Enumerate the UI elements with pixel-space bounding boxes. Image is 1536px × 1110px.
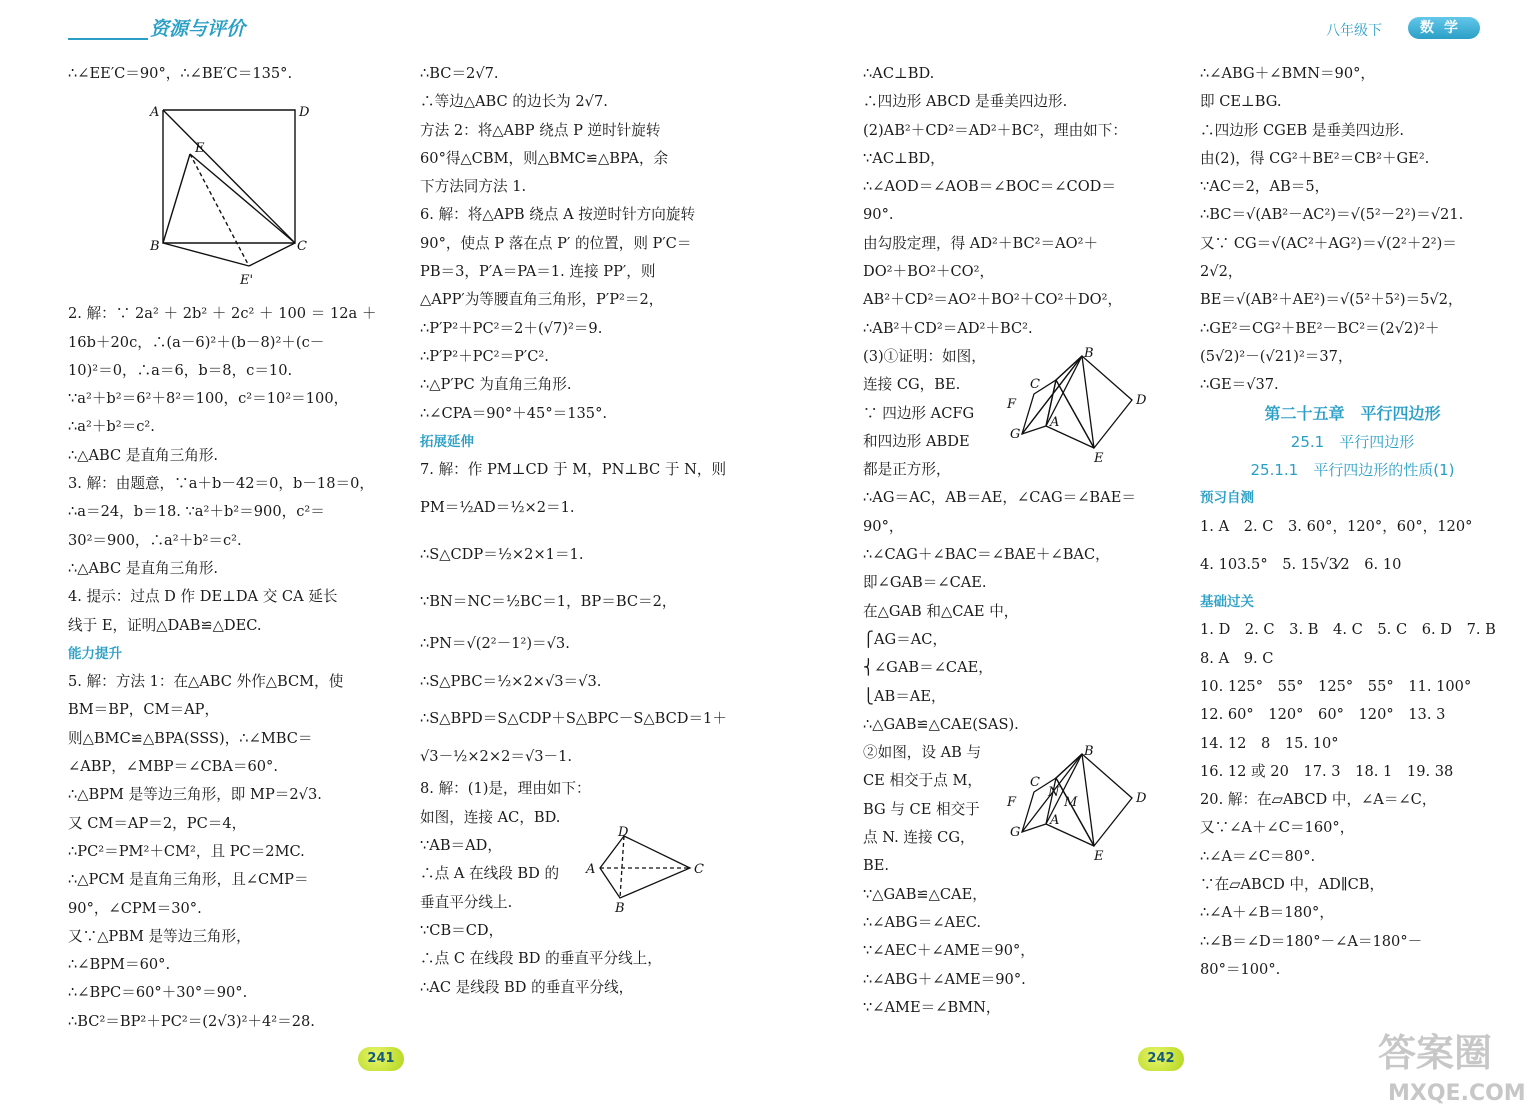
text-line: ∵ 四边形 ACFG — [863, 404, 975, 422]
label-A: A — [1050, 813, 1060, 828]
kite-figure — [582, 824, 712, 916]
text-line: 即∠GAB＝∠CAE. — [863, 574, 987, 592]
text-line: ∴∠BPM＝60°. — [68, 956, 171, 974]
text-line: ∴等边△ABC 的边长为 2√7. — [420, 93, 608, 111]
text-line: ∴BC＝2√7. — [420, 65, 499, 82]
text-line: 16b＋20c，∴(a－6)²＋(b－8)²＋(c－ — [68, 333, 325, 351]
column-4 — [1200, 60, 1505, 984]
text-line: 如图，连接 AC，BD. — [420, 808, 561, 826]
text-line: 12. 60° 120° 60° 120° 13. 3 — [1200, 706, 1446, 724]
chapter-title: 第二十五章 平行四边形 — [1264, 403, 1441, 423]
text-line: ∴GE＝√37. — [1200, 376, 1279, 394]
text-line: 又∵ CG＝√(AC²＋AG²)＝√(2²＋2²)＝ — [1200, 234, 1457, 252]
text-line: ∴S△CDP＝½×2×1＝1. — [420, 546, 584, 564]
section-heading: 能力提升 — [68, 645, 122, 662]
text-line: ∴∠ABG＋∠AME＝90°. — [863, 970, 1026, 988]
text-line: 8. A 9. C — [1200, 649, 1274, 667]
text-line: ∴∠B＝∠D＝180°－∠A＝180°－ — [1200, 932, 1423, 950]
text-line: ∴点 A 在线段 BD 的 — [420, 865, 560, 883]
label-C: C — [1030, 377, 1040, 392]
text-line: 又 CM＝AP＝2，PC＝4， — [68, 814, 247, 832]
text-line: ∵∠AME＝∠BMN， — [863, 998, 1001, 1016]
text-line: 90°. — [863, 206, 894, 224]
text-line: ∵∠AEC＋∠AME＝90°， — [863, 942, 1035, 960]
text-line: BE. — [863, 857, 890, 875]
text-line: ∠ABP，∠MBP＝∠CBA＝60°. — [68, 758, 278, 776]
label-F: F — [1007, 795, 1017, 810]
page-number-right: 242 — [1138, 1047, 1184, 1071]
text-line: ∴AC⊥BD. — [863, 65, 935, 82]
squares-figure-1 — [1002, 344, 1147, 468]
text-line: ∵AC＝2，AB＝5， — [1200, 178, 1330, 196]
text-line: ⎨∠GAB＝∠CAE， — [863, 659, 993, 677]
section-title: 25.1 平行四边形 — [1290, 432, 1415, 451]
text-line: ∵CB＝CD， — [420, 921, 504, 939]
text-line: ∴P′P²＋PC²＝2＋(√7)²＝9. — [420, 319, 603, 337]
text-line: ∴AG＝AC，AB＝AE，∠CAG＝∠BAE＝ — [863, 489, 1136, 507]
text-line: ⎩AB＝AE， — [863, 687, 946, 705]
text-line: ∴△P′PC 为直角三角形. — [420, 376, 572, 394]
text-line: 由(2)，得 CG²＋BE²＝CB²＋GE². — [1200, 149, 1430, 167]
label-M: M — [1064, 795, 1078, 810]
text-line: 点 N. 连接 CG， — [863, 829, 975, 847]
text-line: ∴∠AOD＝∠AOB＝∠BOC＝∠COD＝ — [863, 178, 1116, 196]
label-D: D — [618, 825, 629, 840]
text-line: BG 与 CE 相交于 — [863, 800, 980, 818]
label-E: E — [1094, 849, 1104, 864]
text-line: (5√2)²－(√21)²＝37， — [1200, 347, 1353, 365]
square-figure — [145, 98, 315, 293]
text-line: ∴a²＋b²＝c². — [68, 418, 155, 436]
label-G: G — [1010, 427, 1021, 442]
text-line: 80°＝100°. — [1200, 960, 1281, 978]
text-line: 1. A 2. C 3. 60°，120°，60°，120° — [1200, 517, 1473, 535]
text-line: 30²＝900，∴a²＋b²＝c². — [68, 531, 242, 549]
text-line: 则△BMC≌△BPA(SSS)，∴∠MBC＝ — [68, 729, 313, 747]
text-line: ∴∠A＋∠B＝180°， — [1200, 904, 1334, 922]
text-line: (3)①证明：如图， — [863, 347, 986, 365]
label-A: A — [586, 862, 596, 877]
label-C: C — [297, 239, 307, 254]
label-B: B — [1084, 744, 1094, 759]
text-line: ∴点 C 在线段 BD 的垂直平分线上， — [420, 950, 662, 968]
text-line: ∴PN＝√(2²－1²)＝√3. — [420, 635, 570, 653]
text-line: 20. 解：在▱ABCD 中，∠A＝∠C， — [1200, 791, 1437, 809]
watermark-logo — [1372, 1020, 1532, 1108]
text-line: 线于 E，证明△DAB≌△DEC. — [68, 616, 262, 634]
label-B: B — [1084, 346, 1094, 361]
text-line: ∵BN＝NC＝½BC＝1，BP＝BC＝2， — [420, 593, 677, 611]
text-line: 连接 CG，BE. — [863, 376, 961, 394]
text-line: DO²＋BO²＋CO²， — [863, 263, 995, 281]
text-line: △APP′为等腰直角三角形，P′P²＝2， — [420, 291, 664, 309]
text-line: 90°，使点 P 落在点 P′ 的位置，则 P′C＝ — [420, 234, 692, 252]
subject-badge: 数学 — [1408, 17, 1480, 39]
text-line: ∴△ABC 是直角三角形. — [68, 446, 219, 464]
text-line: ∴△PCM 是直角三角形，且∠CMP＝ — [68, 871, 309, 889]
text-line: ∵a²＋b²＝6²＋8²＝100，c²＝10²＝100， — [68, 390, 349, 408]
text-line: 在△GAB 和△CAE 中， — [863, 602, 1019, 620]
text-line: (2)AB²＋CD²＝AD²＋BC²，理由如下： — [863, 121, 1127, 139]
text-line: ∴∠CAG＋∠BAC＝∠BAE＋∠BAC， — [863, 546, 1110, 564]
text-line: 8. 解：(1)是，理由如下： — [420, 780, 591, 798]
text-line: 4. 103.5° 5. 15√3⁄2 6. 10 — [1200, 556, 1402, 574]
svg-text:MXQE.COM: MXQE.COM — [1388, 1081, 1526, 1106]
text-line: 90°，∠CPM＝30°. — [68, 899, 202, 917]
label-D: D — [299, 105, 310, 120]
text-line: ∴△BPM 是等边三角形，即 MP＝2√3. — [68, 786, 322, 804]
label-A: A — [1050, 415, 1060, 430]
text-line: ∴四边形 ABCD 是垂美四边形. — [863, 93, 1068, 111]
text-line: ②如图，设 AB 与 — [863, 744, 982, 762]
text-line: ∴∠A＝∠C＝80°. — [1200, 847, 1316, 865]
text-line: ∴a＝24，b＝18. ∵a²＋b²＝900，c²＝ — [68, 503, 325, 521]
text-line: 即 CE⊥BG. — [1200, 93, 1282, 111]
right-page — [768, 0, 1536, 1110]
label-N: N — [1048, 785, 1060, 800]
text-line: 6. 解：将△APB 绕点 A 按逆时针方向旋转 — [420, 206, 696, 224]
grade-label: 八年级下 — [1326, 23, 1382, 39]
text-line: ∴S△PBC＝½×2×√3＝√3. — [420, 672, 602, 690]
section-heading: 基础过关 — [1200, 594, 1254, 611]
label-E: E — [1094, 451, 1104, 466]
label-C: C — [694, 862, 704, 877]
label-B: B — [615, 901, 625, 916]
label-D: D — [1136, 393, 1147, 408]
section-heading: 拓展延伸 — [420, 433, 474, 450]
text-line: ∴GE²＝CG²＋BE²－BC²＝(2√2)²＋ — [1200, 319, 1440, 337]
text-line: ∴四边形 CGEB 是垂美四边形. — [1200, 121, 1405, 139]
text-line: 垂直平分线上. — [420, 893, 513, 911]
text-line: 又∵∠A＋∠C＝160°， — [1200, 819, 1355, 837]
text-line: ∴PC²＝PM²＋CM²，且 PC＝2MC. — [68, 842, 305, 860]
text-line: 由勾股定理，得 AD²＋BC²＝AO²＋ — [863, 234, 1099, 252]
section-title: 25.1.1 平行四边形的性质(1) — [1250, 461, 1455, 480]
text-line: 5. 解：方法 1：在△ABC 外作△BCM，使 — [68, 673, 344, 691]
text-line: 又∵△PBM 是等边三角形， — [68, 927, 251, 945]
text-line: 方法 2：将△ABP 绕点 P 逆时针旋转 — [420, 121, 661, 139]
text-line: BE＝√(AB²＋AE²)＝√(5²＋5²)＝5√2， — [1200, 291, 1463, 309]
text-line: 1. D 2. C 3. B 4. C 5. C 6. D 7. B — [1200, 621, 1496, 639]
column-3 — [863, 60, 1163, 1022]
text-line: ∵AB＝AD， — [420, 837, 502, 855]
squares-figure-2 — [1002, 742, 1147, 866]
text-line: 3. 解：由题意，∵a＋b－42＝0，b－18＝0， — [68, 475, 374, 493]
text-line: PM＝½AD＝½×2＝1. — [420, 499, 575, 517]
text-line: ⎧AG＝AC， — [863, 630, 948, 648]
page-number-left: 241 — [358, 1047, 404, 1071]
header-rule — [68, 38, 148, 40]
text-line: ∴BC＝√(AB²－AC²)＝√(5²－2²)＝√21. — [1200, 206, 1464, 224]
section-heading: 预习自测 — [1200, 490, 1254, 507]
text-line: CE 相交于点 M， — [863, 772, 983, 790]
text-line: ∴AB²＋CD²＝AD²＋BC². — [863, 319, 1033, 337]
header-logo-text: 资源与评价 — [150, 18, 246, 40]
text-line: 10)²＝0，∴a＝6，b＝8，c＝10. — [68, 361, 293, 379]
text-line: ∴P′P²＋PC²＝P′C². — [420, 347, 549, 365]
text-line: 4. 提示：过点 D 作 DE⊥DA 交 CA 延长 — [68, 588, 338, 606]
text-line: ∴△ABC 是直角三角形. — [68, 559, 219, 577]
label-D: D — [1136, 791, 1147, 806]
text-line: 90°， — [863, 517, 904, 535]
label-F: F — [1007, 397, 1017, 412]
text-line: ∴∠CPA＝90°＋45°＝135°. — [420, 404, 608, 422]
text-line: 60°得△CBM，则△BMC≌△BPA，余 — [420, 149, 669, 167]
text-line: 7. 解：作 PM⊥CD 于 M，PN⊥BC 于 N，则 — [420, 461, 727, 479]
text-line: AB²＋CD²＝AO²＋BO²＋CO²＋DO²， — [863, 291, 1123, 309]
text-line: ∴∠EE′C＝90°，∴∠BE′C＝135°. — [68, 65, 293, 82]
label-A: A — [150, 105, 160, 120]
text-line: 10. 125° 55° 125° 55° 11. 100° — [1200, 677, 1472, 695]
label-G: G — [1010, 825, 1021, 840]
text-line: ∴∠ABG＝∠AEC. — [863, 913, 982, 931]
label-E-prime: E' — [240, 273, 254, 288]
text-line: PB＝3，P′A＝PA＝1. 连接 PP′，则 — [420, 263, 656, 281]
text-line: 2. 解：∵ 2a² ＋ 2b² ＋ 2c² ＋ 100 ＝ 12a ＋ — [68, 305, 377, 323]
text-line: √3－½×2×2＝√3－1. — [420, 747, 573, 765]
text-line: 和四边形 ABDE — [863, 432, 970, 450]
text-line: BM＝BP，CM＝AP， — [68, 701, 220, 719]
text-line: 16. 12 或 20 17. 3 18. 1 19. 38 — [1200, 762, 1454, 780]
text-line: ∴BC²＝BP²＋PC²＝(2√3)²＋4²＝28. — [68, 1012, 315, 1030]
text-line: 都是正方形， — [863, 461, 951, 479]
text-line: ∵△GAB≌△CAE， — [863, 885, 987, 903]
text-line: 2√2， — [1200, 263, 1243, 281]
text-line: ∵在▱ABCD 中，AD∥CB， — [1200, 876, 1385, 894]
text-line: ∴∠ABG＋∠BMN＝90°， — [1200, 65, 1376, 82]
text-line: 14. 12 8 15. 10° — [1200, 734, 1339, 752]
text-line: ∴∠BPC＝60°＋30°＝90°. — [68, 984, 248, 1002]
text-line: 下方法同方法 1. — [420, 178, 527, 196]
text-line: ∴S△BPD＝S△CDP＋S△BPC－S△BCD＝1＋ — [420, 710, 727, 728]
text-line: ∴AC 是线段 BD 的垂直平分线， — [420, 978, 634, 996]
text-line: ∴△GAB≌△CAE(SAS). — [863, 715, 1019, 733]
svg-text:答案圈: 答案圈 — [1378, 1031, 1493, 1075]
label-E: E — [195, 141, 205, 156]
text-line: ∵AC⊥BD， — [863, 149, 945, 167]
label-C: C — [1030, 775, 1040, 790]
label-B: B — [150, 239, 160, 254]
